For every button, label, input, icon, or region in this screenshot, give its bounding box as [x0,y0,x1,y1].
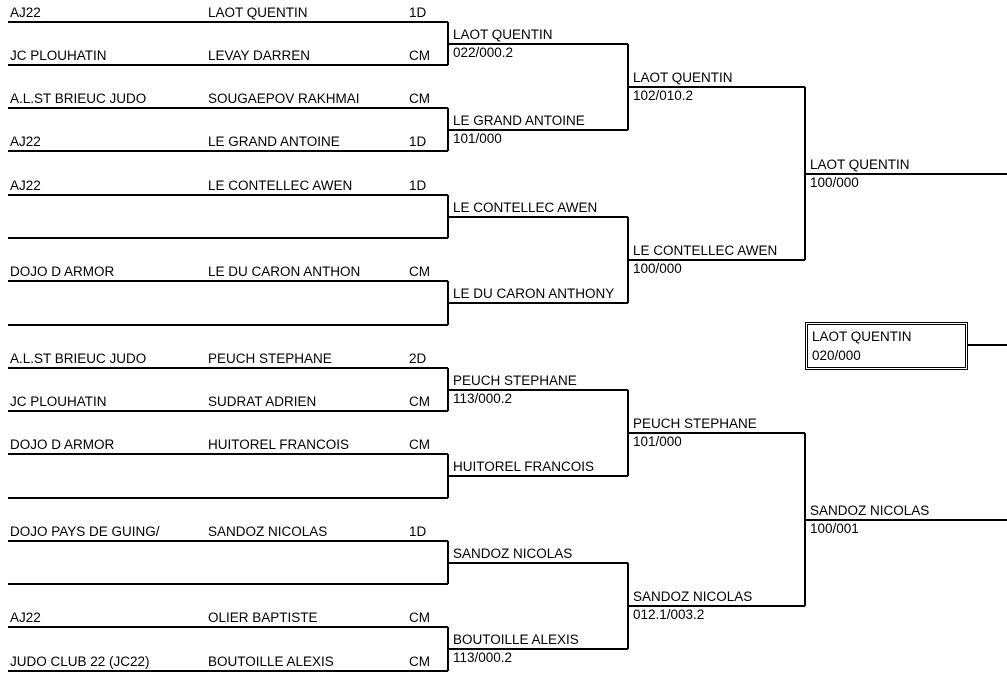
entry-club: JUDO CLUB 22 (JC22) [10,654,150,669]
entry-club: JC PLOUHATIN [10,48,107,63]
entry-club: AJ22 [10,610,41,625]
entry-club: AJ22 [10,178,41,193]
entry-name: LAOT QUENTIN [208,5,308,20]
entry-name: OLIER BAPTISTE [208,610,318,625]
match-score: 102/010.2 [633,88,694,103]
entry-club: DOJO D ARMOR [10,264,115,279]
match-score: 101/000 [453,131,502,146]
final-winner-name: LAOT QUENTIN [812,329,912,344]
entry-line [8,107,448,109]
entry-grade: 1D [409,134,427,149]
entry-line [8,670,448,672]
entry-name: BOUTOILLE ALEXIS [208,654,334,669]
entry-club: A.L.ST BRIEUC JUDO [10,91,147,106]
match-score: 113/000.2 [453,650,513,665]
entry-club: AJ22 [10,5,41,20]
match-winner: PEUCH STEPHANE [453,373,577,388]
entry-name: SOUGAEPOV RAKHMAI [208,91,360,106]
final-winner-score: 020/000 [812,348,861,363]
match-score: 101/000 [633,434,682,449]
entry-grade: 1D [409,5,427,20]
entry-grade: 1D [409,524,427,539]
entry-line [8,497,448,499]
match-line [448,475,628,477]
entry-grade: CM [409,437,430,452]
match-score: 113/000.2 [453,391,513,406]
match-score: 012.1/003.2 [633,607,705,622]
entry-line [8,237,448,239]
match-score: 100/001 [810,521,859,536]
final-connector [968,344,1007,346]
entry-name: HUITOREL FRANCOIS [208,437,350,452]
match-winner: SANDOZ NICOLAS [810,503,930,518]
entry-line [8,367,448,369]
entry-grade: 1D [409,178,427,193]
match-winner: BOUTOILLE ALEXIS [453,632,579,647]
match-winner: LAOT QUENTIN [810,157,910,172]
match-winner: PEUCH STEPHANE [633,416,757,431]
entry-line [8,626,448,628]
entry-line [8,410,448,412]
entry-club: DOJO D ARMOR [10,437,115,452]
entry-club: DOJO PAYS DE GUING/ [10,524,160,539]
entry-grade: CM [409,48,430,63]
entry-grade: CM [409,264,430,279]
entry-name: PEUCH STEPHANE [208,351,332,366]
entry-line [8,540,448,542]
entry-grade: CM [409,654,430,669]
entry-grade: CM [409,610,430,625]
match-winner: LAOT QUENTIN [633,70,733,85]
match-line [448,302,628,304]
entry-name: LE CONTELLEC AWEN [208,178,353,193]
match-winner: LE DU CARON ANTHONY [453,286,615,301]
entry-line [8,194,448,196]
match-winner: SANDOZ NICOLAS [453,546,573,561]
entry-line [8,324,448,326]
entry-grade: CM [409,394,430,409]
entry-name: LEVAY DARREN [208,48,311,63]
entry-name: SUDRAT ADRIEN [208,394,317,409]
entry-line [8,280,448,282]
entry-grade: CM [409,91,430,106]
match-winner: LAOT QUENTIN [453,27,553,42]
match-line [448,216,628,218]
entry-line [8,150,448,152]
entry-line [8,453,448,455]
match-winner: LE GRAND ANTOINE [453,113,585,128]
match-winner: LE CONTELLEC AWEN [453,200,598,215]
entry-name: SANDOZ NICOLAS [208,524,328,539]
entry-club: AJ22 [10,134,41,149]
final-winner-box [805,322,968,370]
match-score: 100/000 [810,175,859,190]
entry-line [8,583,448,585]
entry-grade: 2D [409,351,427,366]
match-score: 022/000.2 [453,45,514,60]
entry-line [8,64,448,66]
match-score: 100/000 [633,261,682,276]
match-winner: LE CONTELLEC AWEN [633,243,778,258]
entry-club: A.L.ST BRIEUC JUDO [10,351,147,366]
match-winner: SANDOZ NICOLAS [633,589,753,604]
entry-name: LE DU CARON ANTHON [208,264,361,279]
entry-club: JC PLOUHATIN [10,394,107,409]
match-line [448,562,628,564]
match-winner: HUITOREL FRANCOIS [453,459,595,474]
entry-name: LE GRAND ANTOINE [208,134,340,149]
entry-line [8,21,448,23]
